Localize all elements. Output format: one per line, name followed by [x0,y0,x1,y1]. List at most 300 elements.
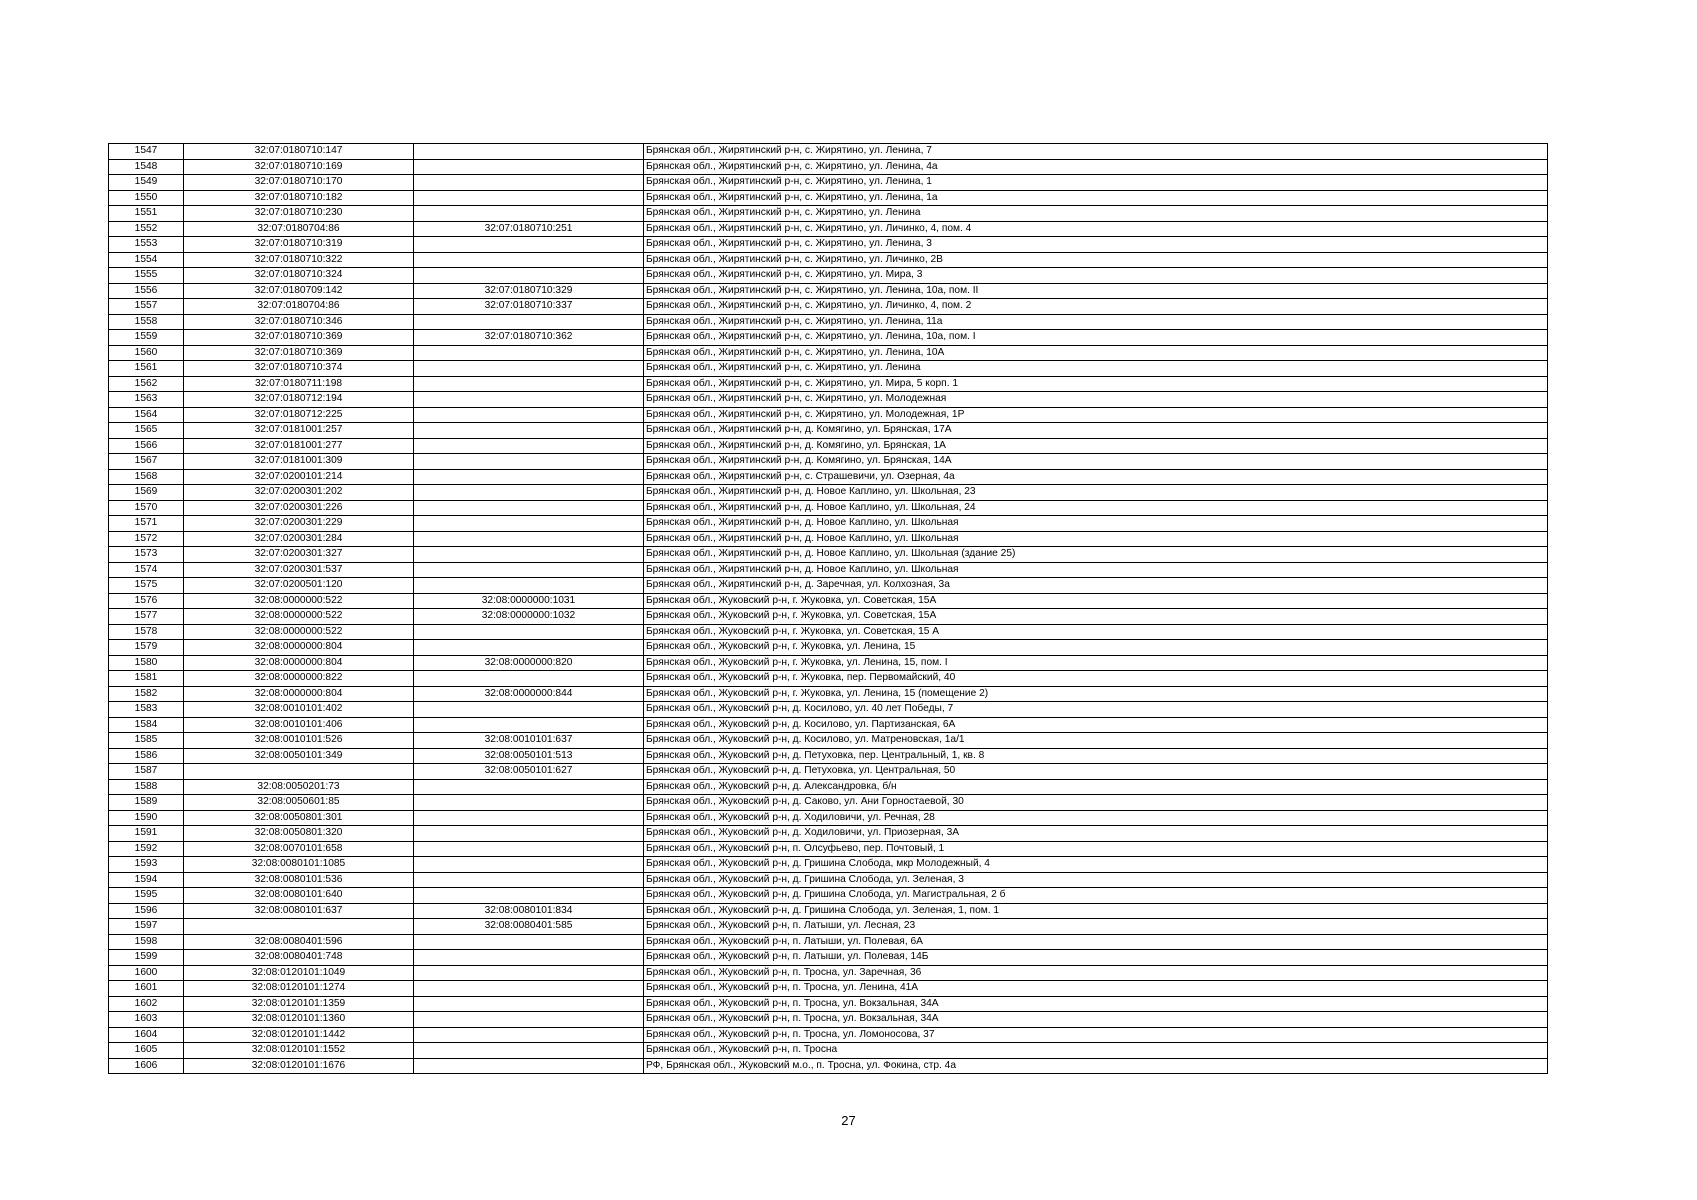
row-number-cell: 1601 [109,981,184,997]
table-row [109,919,1548,935]
cadastral-number-cell: 32:08:0080401:596 [184,934,414,950]
address-cell: Брянская обл., Жирятинский р-н, д. Новое Каплино, ул. Школьная, 23 [644,485,1548,501]
linked-cadastral-number-cell [414,516,644,532]
address-cell: Брянская обл., Жирятинский р-н, с. Жирятино, ул. Мира, 3 [644,268,1548,284]
address-cell: Брянская обл., Жуковский р-н, д. Петуховка, пер. Центральный, 1, кв. 8 [644,748,1548,764]
table-row [109,671,1548,687]
table-row [109,810,1548,826]
cadastral-number-cell: 32:08:0080101:637 [184,903,414,919]
table-row [109,841,1548,857]
row-number-cell: 1574 [109,562,184,578]
cadastral-number-cell: 32:08:0120101:1676 [184,1058,414,1074]
row-number-cell: 1584 [109,717,184,733]
linked-cadastral-number-cell [414,547,644,563]
row-number-cell: 1551 [109,206,184,222]
linked-cadastral-number-cell [414,392,644,408]
cadastral-number-cell: 32:07:0180710:170 [184,175,414,191]
address-cell: Брянская обл., Жирятинский р-н, с. Жирятино, ул. Личинко, 4, пом. 4 [644,221,1548,237]
address-cell: Брянская обл., Жирятинский р-н, с. Жирятино, ул. Мира, 5 корп. 1 [644,376,1548,392]
linked-cadastral-number-cell: 32:07:0180710:329 [414,283,644,299]
table-row [109,221,1548,237]
cadastral-number-cell: 32:07:0180704:86 [184,299,414,315]
row-number-cell: 1592 [109,841,184,857]
table-row [109,857,1548,873]
row-number-cell: 1585 [109,733,184,749]
cadastral-number-cell: 32:08:0080101:1085 [184,857,414,873]
linked-cadastral-number-cell [414,1058,644,1074]
cadastral-number-cell: 32:07:0180709:142 [184,283,414,299]
linked-cadastral-number-cell [414,500,644,516]
row-number-cell: 1568 [109,469,184,485]
address-cell: Брянская обл., Жирятинский р-н, с. Жирятино, ул. Ленина [644,361,1548,377]
address-cell: Брянская обл., Жуковский р-н, п. Тросна, ул. Заречная, 36 [644,965,1548,981]
row-number-cell: 1602 [109,996,184,1012]
row-number-cell: 1558 [109,314,184,330]
cadastral-number-cell: 32:07:0180710:369 [184,345,414,361]
row-number-cell: 1582 [109,686,184,702]
cadastral-number-cell: 32:07:0200501:120 [184,578,414,594]
row-number-cell: 1570 [109,500,184,516]
cadastral-number-cell: 32:08:0050201:73 [184,779,414,795]
address-cell: Брянская обл., Жуковский р-н, п. Латыши, ул. Полевая, 14Б [644,950,1548,966]
table-row [109,407,1548,423]
address-cell: Брянская обл., Жуковский р-н, г. Жуковка, ул. Ленина, 15, пом. I [644,655,1548,671]
cadastral-number-cell: 32:08:0120101:1049 [184,965,414,981]
row-number-cell: 1562 [109,376,184,392]
cadastral-number-cell: 32:07:0180710:374 [184,361,414,377]
table-row [109,888,1548,904]
address-cell: Брянская обл., Жирятинский р-н, с. Жирятино, ул. Ленина, 1 [644,175,1548,191]
registry-table-body [109,144,1548,1074]
address-cell: Брянская обл., Жуковский р-н, д. Гришина Слобода, ул. Зеленая, 3 [644,872,1548,888]
cadastral-number-cell: 32:07:0200101:214 [184,469,414,485]
linked-cadastral-number-cell [414,469,644,485]
table-row [109,314,1548,330]
cadastral-number-cell: 32:08:0080101:640 [184,888,414,904]
linked-cadastral-number-cell [414,841,644,857]
linked-cadastral-number-cell [414,981,644,997]
cadastral-number-cell: 32:08:0000000:522 [184,624,414,640]
address-cell: Брянская обл., Жуковский р-н, г. Жуковка, ул. Советская, 15А [644,593,1548,609]
linked-cadastral-number-cell [414,438,644,454]
linked-cadastral-number-cell [414,268,644,284]
address-cell: Брянская обл., Жуковский р-н, д. Ходиловичи, ул. Речная, 28 [644,810,1548,826]
linked-cadastral-number-cell: 32:08:0000000:820 [414,655,644,671]
address-cell: Брянская обл., Жирятинский р-н, д. Новое Каплино, ул. Школьная, 24 [644,500,1548,516]
linked-cadastral-number-cell [414,144,644,160]
linked-cadastral-number-cell [414,671,644,687]
table-row [109,1012,1548,1028]
row-number-cell: 1575 [109,578,184,594]
table-row [109,159,1548,175]
table-row [109,531,1548,547]
address-cell: Брянская обл., Жирятинский р-н, с. Жирятино, ул. Молодежная, 1Р [644,407,1548,423]
table-row [109,965,1548,981]
address-cell: Брянская обл., Жирятинский р-н, д. Новое Каплино, ул. Школьная (здание 25) [644,547,1548,563]
cadastral-number-cell: 32:08:0000000:522 [184,593,414,609]
address-cell: Брянская обл., Жуковский р-н, д. Косилово, ул. 40 лет Победы, 7 [644,702,1548,718]
linked-cadastral-number-cell: 32:08:0050101:627 [414,764,644,780]
table-row [109,392,1548,408]
linked-cadastral-number-cell [414,578,644,594]
table-row [109,547,1548,563]
linked-cadastral-number-cell [414,934,644,950]
cadastral-number-cell: 32:08:0070101:658 [184,841,414,857]
row-number-cell: 1555 [109,268,184,284]
linked-cadastral-number-cell [414,1012,644,1028]
cadastral-number-cell: 32:07:0180710:322 [184,252,414,268]
linked-cadastral-number-cell [414,314,644,330]
address-cell: Брянская обл., Жирятинский р-н, с. Жирятино, ул. Ленина, 10а, пом. I [644,330,1548,346]
linked-cadastral-number-cell [414,562,644,578]
row-number-cell: 1569 [109,485,184,501]
linked-cadastral-number-cell [414,996,644,1012]
table-row [109,376,1548,392]
registry-table [108,143,1548,1074]
cadastral-number-cell: 32:07:0181001:277 [184,438,414,454]
linked-cadastral-number-cell [414,810,644,826]
row-number-cell: 1553 [109,237,184,253]
linked-cadastral-number-cell [414,702,644,718]
address-cell: Брянская обл., Жирятинский р-н, с. Жирятино, ул. Ленина, 10а, пом. II [644,283,1548,299]
cadastral-number-cell: 32:07:0180710:230 [184,206,414,222]
row-number-cell: 1564 [109,407,184,423]
table-row [109,578,1548,594]
linked-cadastral-number-cell [414,190,644,206]
address-cell: Брянская обл., Жирятинский р-н, д. Комягино, ул. Брянская, 14А [644,454,1548,470]
table-row [109,1043,1548,1059]
address-cell: Брянская обл., Жирятинский р-н, с. Жирятино, ул. Ленина, 3 [644,237,1548,253]
address-cell: Брянская обл., Жирятинский р-н, с. Жирятино, ул. Ленина, 7 [644,144,1548,160]
table-row [109,702,1548,718]
table-row [109,299,1548,315]
linked-cadastral-number-cell [414,485,644,501]
cadastral-number-cell: 32:08:0120101:1359 [184,996,414,1012]
address-cell: Брянская обл., Жирятинский р-н, с. Жирятино, ул. Ленина, 10А [644,345,1548,361]
cadastral-number-cell: 32:07:0181001:309 [184,454,414,470]
table-row [109,655,1548,671]
linked-cadastral-number-cell [414,159,644,175]
table-row [109,764,1548,780]
row-number-cell: 1580 [109,655,184,671]
row-number-cell: 1603 [109,1012,184,1028]
row-number-cell: 1597 [109,919,184,935]
row-number-cell: 1599 [109,950,184,966]
address-cell: Брянская обл., Жирятинский р-н, д. Комягино, ул. Брянская, 17А [644,423,1548,439]
row-number-cell: 1593 [109,857,184,873]
table-row [109,562,1548,578]
cadastral-number-cell: 32:08:0120101:1552 [184,1043,414,1059]
address-cell: Брянская обл., Жирятинский р-н, с. Жирятино, ул. Личинко, 4, пом. 2 [644,299,1548,315]
linked-cadastral-number-cell [414,624,644,640]
table-row [109,996,1548,1012]
cadastral-number-cell: 32:07:0200301:229 [184,516,414,532]
linked-cadastral-number-cell [414,640,644,656]
address-cell: Брянская обл., Жуковский р-н, г. Жуковка, ул. Ленина, 15 [644,640,1548,656]
table-row [109,934,1548,950]
address-cell: Брянская обл., Жуковский р-н, д. Александровка, б/н [644,779,1548,795]
cadastral-number-cell: 32:08:0000000:522 [184,609,414,625]
table-row [109,330,1548,346]
cadastral-number-cell: 32:08:0000000:822 [184,671,414,687]
row-number-cell: 1552 [109,221,184,237]
linked-cadastral-number-cell [414,717,644,733]
table-row [109,190,1548,206]
cadastral-number-cell [184,764,414,780]
address-cell: Брянская обл., Жуковский р-н, п. Тросна, ул. Ленина, 41А [644,981,1548,997]
table-row [109,593,1548,609]
linked-cadastral-number-cell [414,376,644,392]
linked-cadastral-number-cell: 32:08:0000000:1032 [414,609,644,625]
address-cell: Брянская обл., Жирятинский р-н, с. Жирятино, ул. Ленина, 1а [644,190,1548,206]
table-row [109,733,1548,749]
row-number-cell: 1556 [109,283,184,299]
linked-cadastral-number-cell: 32:07:0180710:251 [414,221,644,237]
address-cell: Брянская обл., Жирятинский р-н, д. Заречная, ул. Колхозная, 3а [644,578,1548,594]
cadastral-number-cell: 32:07:0180704:86 [184,221,414,237]
row-number-cell: 1576 [109,593,184,609]
cadastral-number-cell: 32:08:0000000:804 [184,640,414,656]
row-number-cell: 1598 [109,934,184,950]
cadastral-number-cell: 32:08:0120101:1360 [184,1012,414,1028]
cadastral-number-cell: 32:08:0010101:402 [184,702,414,718]
table-row [109,500,1548,516]
row-number-cell: 1565 [109,423,184,439]
page-number: 27 [841,1113,856,1128]
cadastral-number-cell [184,919,414,935]
row-number-cell: 1596 [109,903,184,919]
table-row [109,283,1548,299]
cadastral-number-cell: 32:08:0000000:804 [184,655,414,671]
row-number-cell: 1605 [109,1043,184,1059]
table-row [109,268,1548,284]
linked-cadastral-number-cell [414,454,644,470]
linked-cadastral-number-cell [414,423,644,439]
row-number-cell: 1586 [109,748,184,764]
address-cell: Брянская обл., Жуковский р-н, п. Олсуфьево, пер. Почтовый, 1 [644,841,1548,857]
address-cell: Брянская обл., Жирятинский р-н, с. Жирятино, ул. Ленина [644,206,1548,222]
table-row [109,438,1548,454]
cadastral-number-cell: 32:07:0180710:147 [184,144,414,160]
address-cell: Брянская обл., Жуковский р-н, д. Гришина Слобода, ул. Магистральная, 2 б [644,888,1548,904]
row-number-cell: 1588 [109,779,184,795]
linked-cadastral-number-cell [414,407,644,423]
address-cell: Брянская обл., Жирятинский р-н, д. Новое Каплино, ул. Школьная [644,562,1548,578]
cadastral-number-cell: 32:07:0200301:202 [184,485,414,501]
table-row [109,981,1548,997]
address-cell: Брянская обл., Жуковский р-н, д. Ходиловичи, ул. Приозерная, 3А [644,826,1548,842]
table-row [109,903,1548,919]
cadastral-number-cell: 32:07:0200301:327 [184,547,414,563]
cadastral-number-cell: 32:08:0080401:748 [184,950,414,966]
address-cell: Брянская обл., Жирятинский р-н, с. Страшевичи, ул. Озерная, 4а [644,469,1548,485]
cadastral-number-cell: 32:07:0180710:169 [184,159,414,175]
address-cell: Брянская обл., Жуковский р-н, д. Саково, ул. Ани Горностаевой, 30 [644,795,1548,811]
linked-cadastral-number-cell [414,175,644,191]
cadastral-number-cell: 32:07:0200301:537 [184,562,414,578]
linked-cadastral-number-cell: 32:08:0010101:637 [414,733,644,749]
address-cell: Брянская обл., Жуковский р-н, д. Петуховка, ул. Центральная, 50 [644,764,1548,780]
cadastral-number-cell: 32:08:0050801:320 [184,826,414,842]
table-row [109,686,1548,702]
table-row [109,454,1548,470]
cadastral-number-cell: 32:08:0120101:1274 [184,981,414,997]
row-number-cell: 1594 [109,872,184,888]
linked-cadastral-number-cell [414,857,644,873]
linked-cadastral-number-cell: 32:08:0000000:844 [414,686,644,702]
row-number-cell: 1572 [109,531,184,547]
address-cell: РФ, Брянская обл., Жуковский м.о., п. Тросна, ул. Фокина, стр. 4а [644,1058,1548,1074]
row-number-cell: 1577 [109,609,184,625]
table-row [109,252,1548,268]
cadastral-number-cell: 32:08:0050801:301 [184,810,414,826]
linked-cadastral-number-cell [414,361,644,377]
table-row [109,624,1548,640]
row-number-cell: 1571 [109,516,184,532]
linked-cadastral-number-cell [414,206,644,222]
address-cell: Брянская обл., Жуковский р-н, г. Жуковка, ул. Советская, 15 А [644,624,1548,640]
cadastral-number-cell: 32:07:0180712:225 [184,407,414,423]
row-number-cell: 1549 [109,175,184,191]
address-cell: Брянская обл., Жуковский р-н, д. Гришина Слобода, ул. Зеленая, 1, пом. 1 [644,903,1548,919]
row-number-cell: 1560 [109,345,184,361]
address-cell: Брянская обл., Жирятинский р-н, д. Комягино, ул. Брянская, 1А [644,438,1548,454]
cadastral-number-cell: 32:07:0180710:182 [184,190,414,206]
address-cell: Брянская обл., Жирятинский р-н, д. Новое Каплино, ул. Школьная [644,516,1548,532]
address-cell: Брянская обл., Жуковский р-н, п. Латыши, ул. Лесная, 23 [644,919,1548,935]
address-cell: Брянская обл., Жуковский р-н, п. Тросна, ул. Ломоносова, 37 [644,1027,1548,1043]
row-number-cell: 1595 [109,888,184,904]
linked-cadastral-number-cell [414,795,644,811]
table-row [109,345,1548,361]
linked-cadastral-number-cell [414,965,644,981]
table-row [109,872,1548,888]
table-row [109,469,1548,485]
cadastral-number-cell: 32:08:0010101:526 [184,733,414,749]
row-number-cell: 1583 [109,702,184,718]
linked-cadastral-number-cell: 32:08:0080101:834 [414,903,644,919]
table-row [109,640,1548,656]
table-row [109,779,1548,795]
cadastral-number-cell: 32:07:0200301:284 [184,531,414,547]
linked-cadastral-number-cell: 32:08:0000000:1031 [414,593,644,609]
linked-cadastral-number-cell [414,531,644,547]
row-number-cell: 1563 [109,392,184,408]
linked-cadastral-number-cell [414,252,644,268]
address-cell: Брянская обл., Жуковский р-н, г. Жуковка, пер. Первомайский, 40 [644,671,1548,687]
row-number-cell: 1566 [109,438,184,454]
table-row [109,516,1548,532]
row-number-cell: 1561 [109,361,184,377]
table-row [109,237,1548,253]
table-row [109,144,1548,160]
table-row [109,717,1548,733]
linked-cadastral-number-cell [414,779,644,795]
table-row [109,175,1548,191]
row-number-cell: 1557 [109,299,184,315]
linked-cadastral-number-cell [414,1043,644,1059]
row-number-cell: 1604 [109,1027,184,1043]
cadastral-number-cell: 32:07:0180710:319 [184,237,414,253]
cadastral-number-cell: 32:07:0200301:226 [184,500,414,516]
table-row [109,950,1548,966]
table-row [109,1058,1548,1074]
row-number-cell: 1587 [109,764,184,780]
cadastral-number-cell: 32:07:0180710:369 [184,330,414,346]
address-cell: Брянская обл., Жуковский р-н, п. Латыши, ул. Полевая, 6А [644,934,1548,950]
row-number-cell: 1606 [109,1058,184,1074]
address-cell: Брянская обл., Жуковский р-н, г. Жуковка, ул. Ленина, 15 (помещение 2) [644,686,1548,702]
address-cell: Брянская обл., Жирятинский р-н, с. Жирятино, ул. Личинко, 2В [644,252,1548,268]
row-number-cell: 1590 [109,810,184,826]
linked-cadastral-number-cell [414,826,644,842]
row-number-cell: 1550 [109,190,184,206]
cadastral-number-cell: 32:08:0000000:804 [184,686,414,702]
table-row [109,826,1548,842]
address-cell: Брянская обл., Жуковский р-н, д. Гришина Слобода, мкр Молодежный, 4 [644,857,1548,873]
table-row [109,423,1548,439]
row-number-cell: 1589 [109,795,184,811]
linked-cadastral-number-cell: 32:08:0050101:513 [414,748,644,764]
row-number-cell: 1591 [109,826,184,842]
row-number-cell: 1600 [109,965,184,981]
table-row [109,206,1548,222]
cadastral-number-cell: 32:08:0050101:349 [184,748,414,764]
cadastral-number-cell: 32:07:0180712:194 [184,392,414,408]
linked-cadastral-number-cell [414,1027,644,1043]
table-row [109,609,1548,625]
address-cell: Брянская обл., Жуковский р-н, д. Косилово, ул. Матреновская, 1а/1 [644,733,1548,749]
row-number-cell: 1554 [109,252,184,268]
address-cell: Брянская обл., Жуковский р-н, г. Жуковка, ул. Советская, 15А [644,609,1548,625]
row-number-cell: 1547 [109,144,184,160]
address-cell: Брянская обл., Жирятинский р-н, д. Новое Каплино, ул. Школьная [644,531,1548,547]
cadastral-number-cell: 32:08:0120101:1442 [184,1027,414,1043]
table-row [109,795,1548,811]
cadastral-number-cell: 32:07:0180710:346 [184,314,414,330]
cadastral-number-cell: 32:08:0010101:406 [184,717,414,733]
linked-cadastral-number-cell: 32:07:0180710:337 [414,299,644,315]
cadastral-number-cell: 32:07:0180710:324 [184,268,414,284]
address-cell: Брянская обл., Жуковский р-н, п. Тросна [644,1043,1548,1059]
linked-cadastral-number-cell: 32:08:0080401:585 [414,919,644,935]
address-cell: Брянская обл., Жирятинский р-н, с. Жирятино, ул. Ленина, 11а [644,314,1548,330]
address-cell: Брянская обл., Жуковский р-н, д. Косилово, ул. Партизанская, 6А [644,717,1548,733]
linked-cadastral-number-cell [414,872,644,888]
address-cell: Брянская обл., Жуковский р-н, п. Тросна, ул. Вокзальная, 34А [644,1012,1548,1028]
table-row [109,1027,1548,1043]
cadastral-number-cell: 32:07:0181001:257 [184,423,414,439]
cadastral-number-cell: 32:08:0050601:85 [184,795,414,811]
row-number-cell: 1578 [109,624,184,640]
address-cell: Брянская обл., Жирятинский р-н, с. Жирятино, ул. Молодежная [644,392,1548,408]
cadastral-number-cell: 32:07:0180711:198 [184,376,414,392]
linked-cadastral-number-cell [414,888,644,904]
row-number-cell: 1559 [109,330,184,346]
row-number-cell: 1548 [109,159,184,175]
row-number-cell: 1579 [109,640,184,656]
linked-cadastral-number-cell [414,237,644,253]
cadastral-number-cell: 32:08:0080101:536 [184,872,414,888]
table-row [109,485,1548,501]
linked-cadastral-number-cell [414,950,644,966]
row-number-cell: 1573 [109,547,184,563]
linked-cadastral-number-cell [414,345,644,361]
address-cell: Брянская обл., Жуковский р-н, п. Тросна, ул. Вокзальная, 34А [644,996,1548,1012]
linked-cadastral-number-cell: 32:07:0180710:362 [414,330,644,346]
address-cell: Брянская обл., Жирятинский р-н, с. Жирятино, ул. Ленина, 4а [644,159,1548,175]
table-row [109,361,1548,377]
